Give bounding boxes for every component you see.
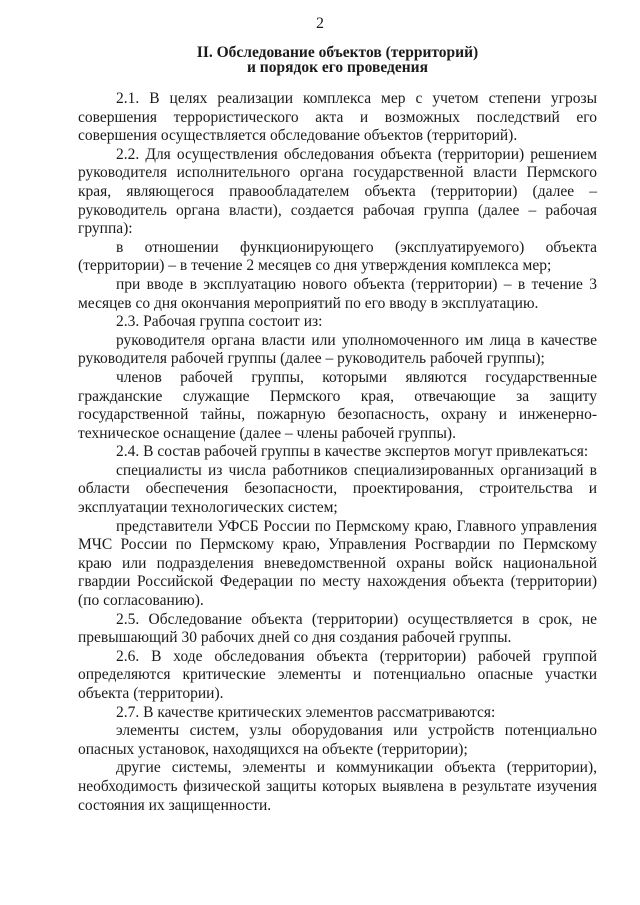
- paragraph-2-3-item-2: членов рабочей группы, которыми являются государственные гражданские служащие Пермского края, отвечающие за защиту государственной тайны, пожарную безопасность, охрану и инженерно-техническое оснащение (далее – члены рабочей группы).: [78, 368, 597, 442]
- paragraph-2-4-item-1: специалисты из числа работников специализированных организаций в области обеспечения безопасности, проектирования, строительства и эксплуатации технологических систем;: [78, 461, 597, 517]
- paragraph-2-2: 2.2. Для осуществления обследования объекта (территории) решением руководителя исполнительного органа государственной власти Пермского края, являющегося правообладателем объекта (территории) (далее – руководитель органа власти), создается рабочая группа (далее – рабочая группа):: [78, 145, 597, 238]
- paragraph-2-7-item-2: другие системы, элементы и коммуникации объекта (территории), необходимость физической защиты которых выявлена в результате изучения состояния их защищенности.: [78, 759, 597, 814]
- paragraph-2-7: 2.7. В качестве критических элементов рассматриваются:: [116, 703, 496, 721]
- paragraph-2-6: 2.6. В ходе обследования объекта (территории) рабочей группой определяются критические элементы и потенциально опасные участки объекта (территории).: [78, 647, 597, 702]
- paragraph-2-2-item-2: при вводе в эксплуатацию нового объекта (территории) – в течение 3 месяцев со дня окончания мероприятий по его вводу в эксплуатацию.: [78, 275, 597, 312]
- paragraph-2-1: 2.1. В целях реализации комплекса мер с учетом степени угрозы совершения террористического акта и возможных последствий его совершения осуществляется обследование объектов (территорий).: [78, 90, 597, 145]
- section-heading-line-2: и порядок его проведения: [247, 58, 428, 76]
- paragraph-2-3: 2.3. Рабочая группа состоит из:: [116, 313, 323, 331]
- paragraph-2-7-item-1: элементы систем, узлы оборудования или устройств потенциально опасных установок, находящихся на объекте (территории);: [78, 722, 597, 758]
- section-heading-line-1: II. Обследование объектов (территорий): [196, 44, 479, 61]
- page-number: 2: [316, 15, 324, 32]
- section-heading: [80, 46, 595, 75]
- paragraph-2-4-item-2: представители УФСБ России по Пермскому краю, Главного управления МЧС России по Пермскому краю, Управления Росгвардии по Пермскому краю или подразделения вневедомственной охраны войск национальной гвардии Российской Федерации по месту нахождения объекта (территории) (по согласованию).: [78, 517, 597, 610]
- document-body: [78, 90, 597, 815]
- paragraph-2-2-item-1: в отношении функционирующего (эксплуатируемого) объекта (территории) – в течение 2 месяцев со дня утверждения комплекса мер;: [78, 238, 597, 275]
- paragraph-2-3-item-1: руководителя органа власти или уполномоченного им лица в качестве руководителя рабочей группы (далее – руководитель рабочей группы);: [78, 331, 597, 368]
- paragraph-2-4: 2.4. В состав рабочей группы в качестве экспертов могут привлекаться:: [116, 443, 589, 461]
- paragraph-2-5: 2.5. Обследование объекта (территории) осуществляется в срок, не превышающий 30 рабочих дней со дня создания рабочей группы.: [78, 610, 597, 647]
